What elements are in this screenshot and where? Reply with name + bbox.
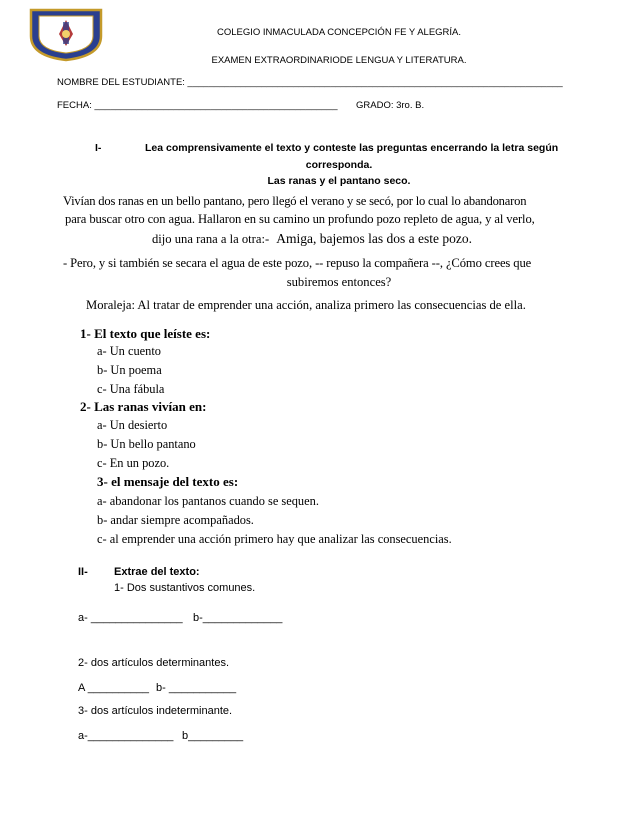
question-3-option-c: c- al emprender una acción primero hay que analizar las consecuencias.	[97, 532, 452, 546]
question-3-option-a: a- abandonar los pantanos cuando se sequen.	[97, 494, 319, 508]
section-2-item-2-b: b- ___________	[156, 682, 237, 694]
question-1-option-c: c- Una fábula	[97, 382, 165, 396]
question-1-option-b: b- Un poema	[97, 363, 162, 377]
grade-label: GRADO: 3ro. B.	[356, 100, 425, 111]
section-1-instruction-cont: corresponda.	[305, 159, 373, 171]
section-1-instruction: Lea comprensivamente el texto y conteste las preguntas encerrando la letra según	[145, 142, 559, 154]
school-name: COLEGIO INMACULADA CONCEPCIÓN FE Y ALEGRÍA.	[216, 27, 462, 38]
section-2-title: Extrae del texto:	[114, 566, 200, 578]
section-2-item-1: 1- Dos sustantivos comunes.	[114, 582, 256, 594]
section-2-item-1-a: a- _______________	[78, 612, 183, 624]
story-line-2: para buscar otro con agua. Hallaron en su camino un profundo pozo repleto de agua, y al verlo,	[65, 212, 535, 226]
student-name-line: NOMBRE DEL ESTUDIANTE: _______________________________________________________________________	[57, 77, 563, 88]
story-line-3-a: dijo una rana a la otra:-	[152, 232, 270, 246]
story-moral: Moraleja: Al tratar de emprender una acción, analiza primero las consecuencias de ella.	[86, 298, 526, 312]
story-line-4: - Pero, y si también se secara el agua de este pozo, -- repuso la compañera --, ¿Cómo crees que	[63, 256, 532, 270]
question-2: 2- Las ranas vivían en:	[80, 399, 207, 414]
section-2-item-3-b: b_________	[182, 730, 244, 742]
question-2-option-a: a- Un desierto	[97, 418, 168, 432]
story-line-3	[152, 231, 472, 247]
question-1: 1- El texto que leíste es:	[80, 326, 211, 341]
question-3-option-b: b- andar siempre acompañados.	[97, 513, 254, 527]
section-1-number: I-	[95, 142, 102, 154]
story-line-5: subiremos entonces?	[286, 275, 392, 289]
question-1-option-a: a- Un cuento	[97, 344, 161, 358]
section-2-item-2-a: A __________	[78, 682, 149, 694]
story-title: Las ranas y el pantano seco.	[267, 175, 411, 187]
section-2-item-3: 3- dos artículos indeterminante.	[78, 705, 233, 717]
question-3: 3- el mensaje del texto es:	[97, 474, 239, 489]
section-2-item-3-a: a-______________	[78, 730, 174, 742]
question-2-option-c: c- En un pozo.	[97, 456, 170, 470]
exam-title: EXAMEN EXTRAORDINARIODE LENGUA Y LITERATURA.	[211, 55, 467, 66]
date-line: FECHA: ______________________________________________	[57, 100, 338, 111]
story-line-1: Vivían dos ranas en un bello pantano, pero llegó el verano y se secó, por lo cual lo abandonaron	[63, 194, 527, 208]
story-line-3-b: Amiga, bajemos las dos a este pozo.	[276, 231, 473, 246]
question-2-option-b: b- Un bello pantano	[97, 437, 196, 451]
section-2-number: II-	[78, 566, 88, 578]
section-2-item-2: 2- dos artículos determinantes.	[78, 657, 230, 669]
section-2-item-1-b: b-_____________	[193, 612, 283, 624]
